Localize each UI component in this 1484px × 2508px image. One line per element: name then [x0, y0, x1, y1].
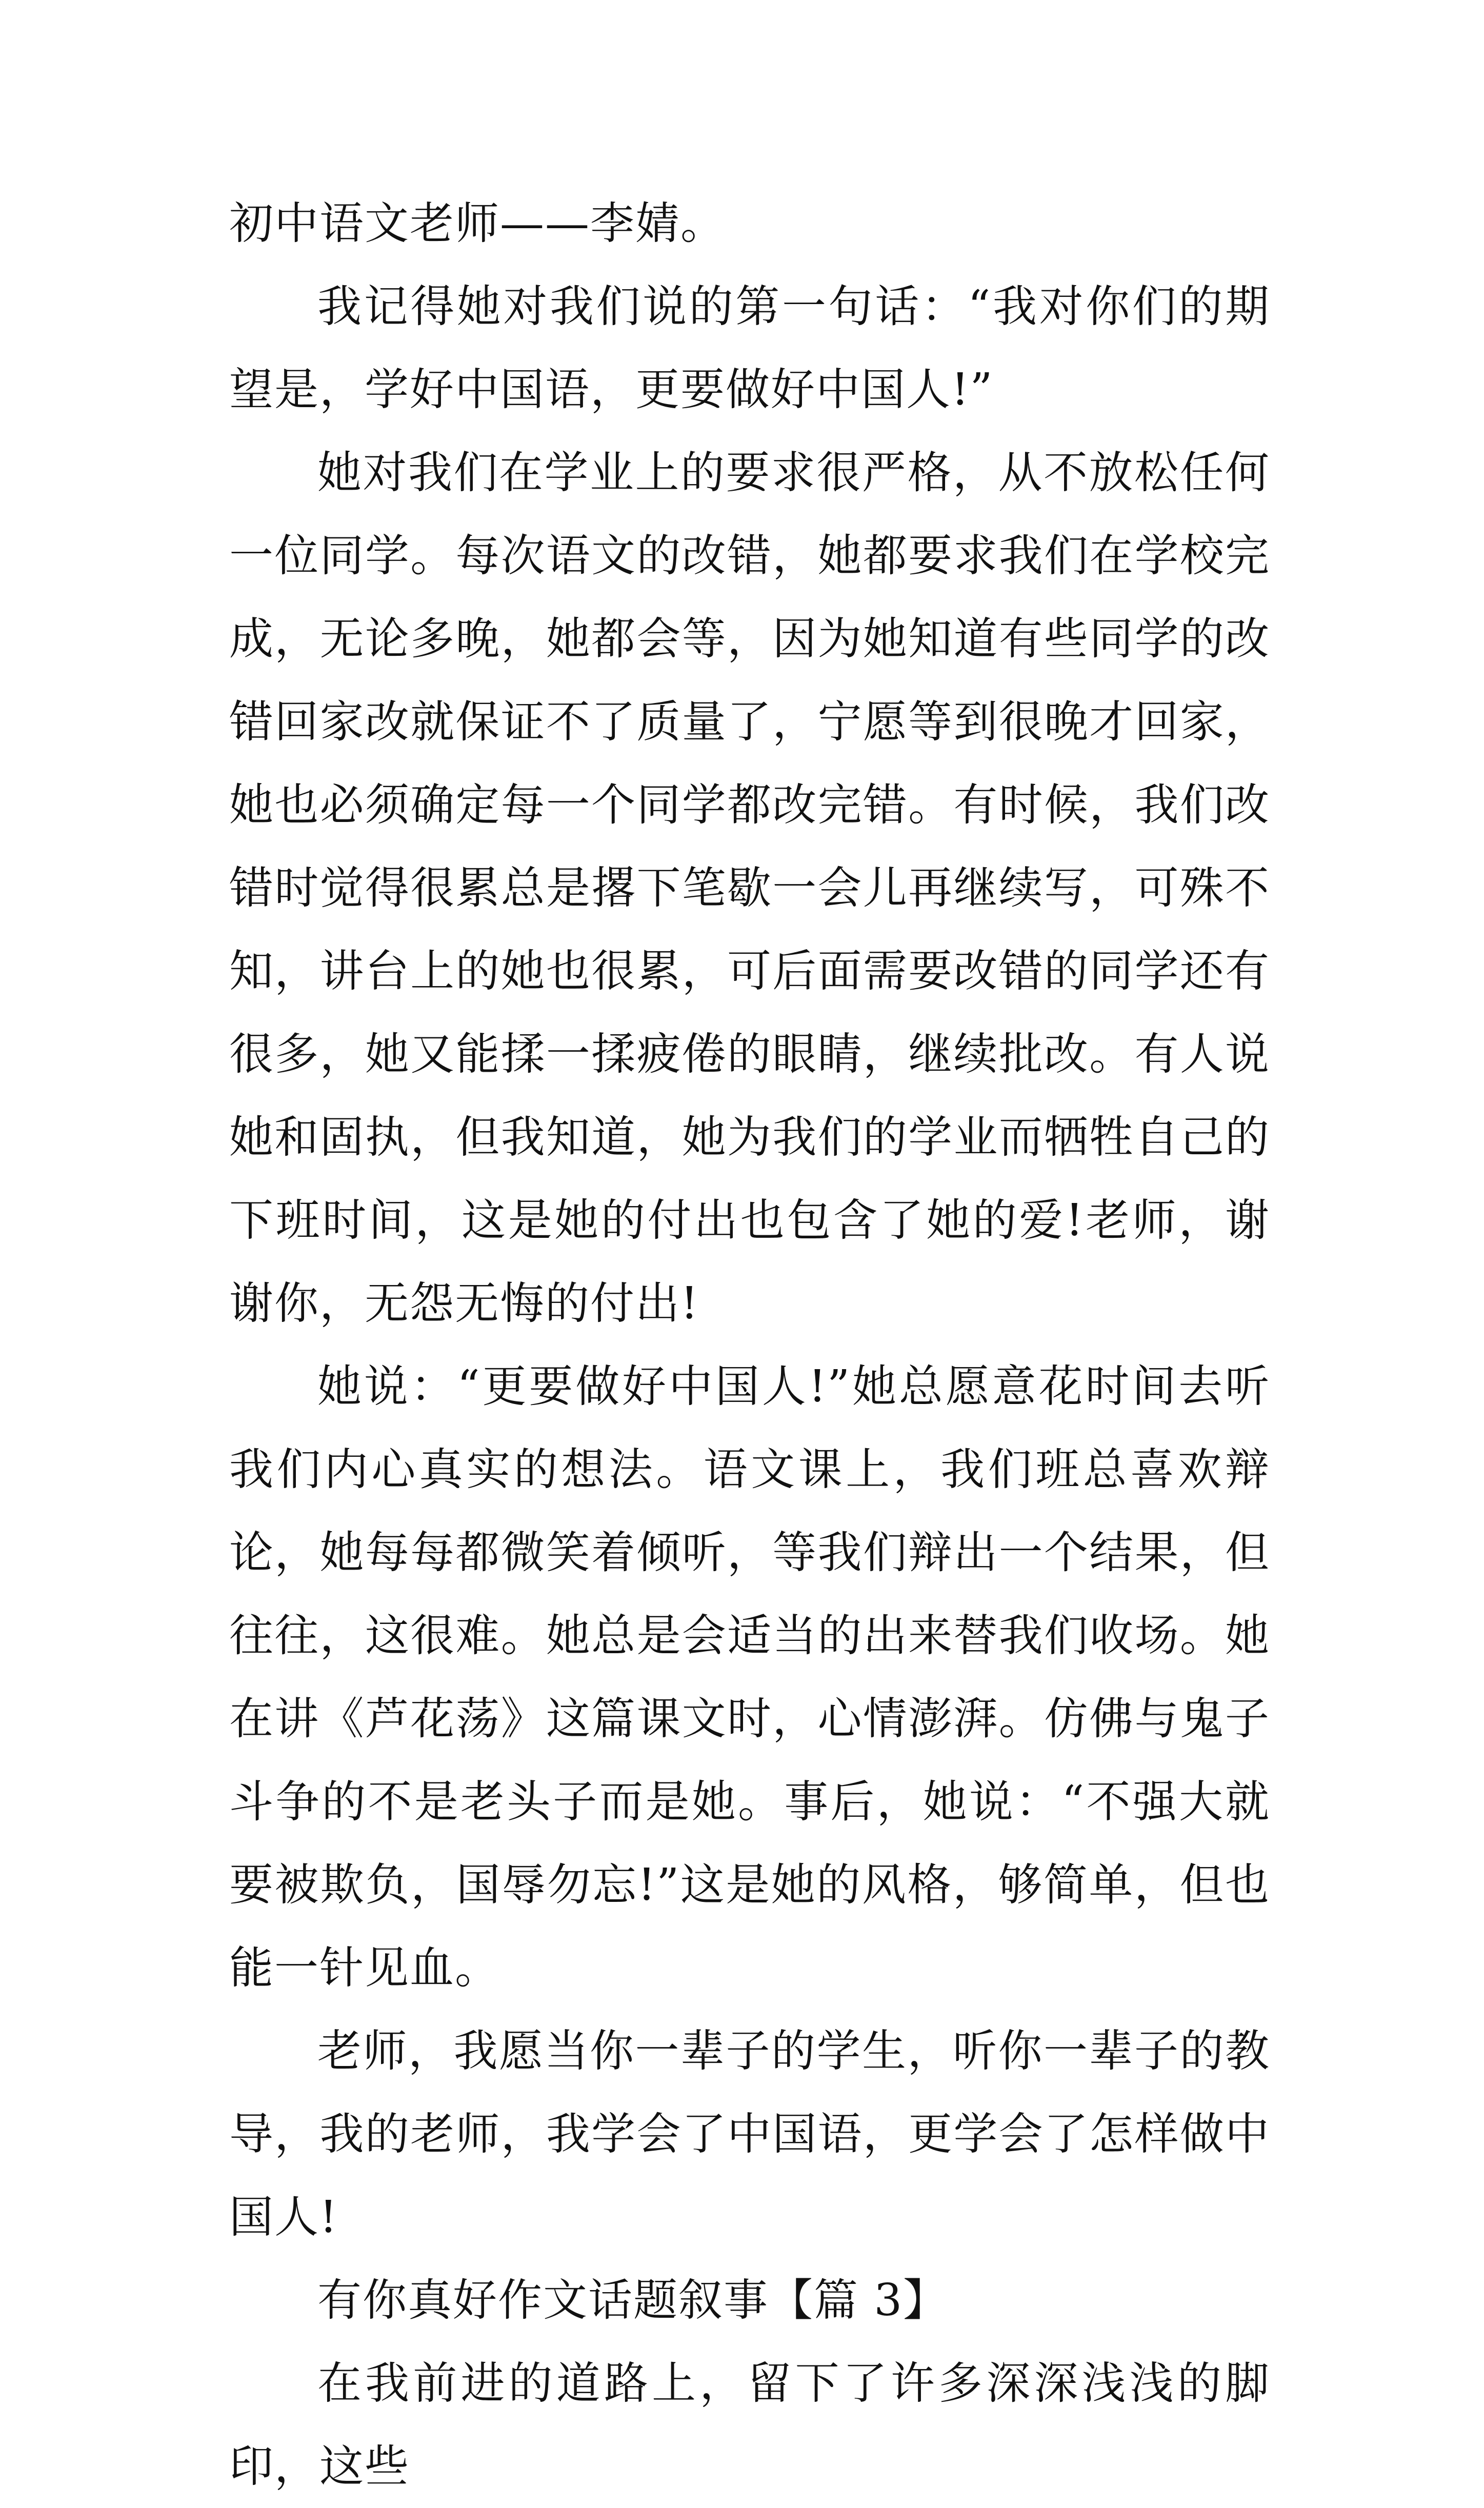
paragraph-5: 老师，我愿当你一辈子的学生，听你一辈子的教导，我的老师，我学会了中国语，更学会了怎样做中国人!	[229, 2025, 1270, 2243]
paragraph-2: 我记得她对我们说的第一句话：“我对你们的期望是，学好中国语，更要做好中国人!”	[229, 281, 1270, 415]
document-body	[229, 182, 1270, 2508]
paragraph-4: 她说：“更要做好中国人!”她总愿意花时间去听我们内心真实的想法。语文课上，我们班总喜欢辩论，她每每都微笑着倾听，等我们辩出一个结果，但往往，这很难。她总是会适当的出来替我们收场。她在讲《芦花荡》这篇课文时，心情澎湃。仿佛与鬼子斗争的不是老头子而是她。事后，她说：“不强大就要被欺负，国辱勿忘!”这是她的风格，够简单，但也能一针见血。	[229, 1361, 1270, 1994]
paragraph-1: 初中语文老师——李婧。	[229, 198, 726, 249]
paragraph-6: 在我前进的道路上，留下了许多深深浅浅的脚印，这些	[229, 2358, 1270, 2492]
paragraph-3: 她对我们在学业上的要求很严格，从不放松任何一位同学。每次语文的改错，她都要求我们在学校完成，无论多晚，她都会等，因为她知道有些同学的改错回家改就保证不了质量了，宁愿等到很晚才回家，她也必须确定每一个同学都改完错。有时候，我们改错时觉得很累总是撂下笔歇一会儿再继续写，可殊不知，讲台上的她也很累，可后面需要改错的同学还有很多，她又能揉一揉疲倦的眼睛，继续批改。有人说她和固执，但我知道，她为我们的学业而牺牲自己的下班时间，这是她的付出也包含了她的爱!老师，谢谢你，无怨无悔的付出!	[229, 447, 1270, 1329]
section-heading: 有你真好作文话题叙事【篇 3】	[317, 2275, 949, 2326]
